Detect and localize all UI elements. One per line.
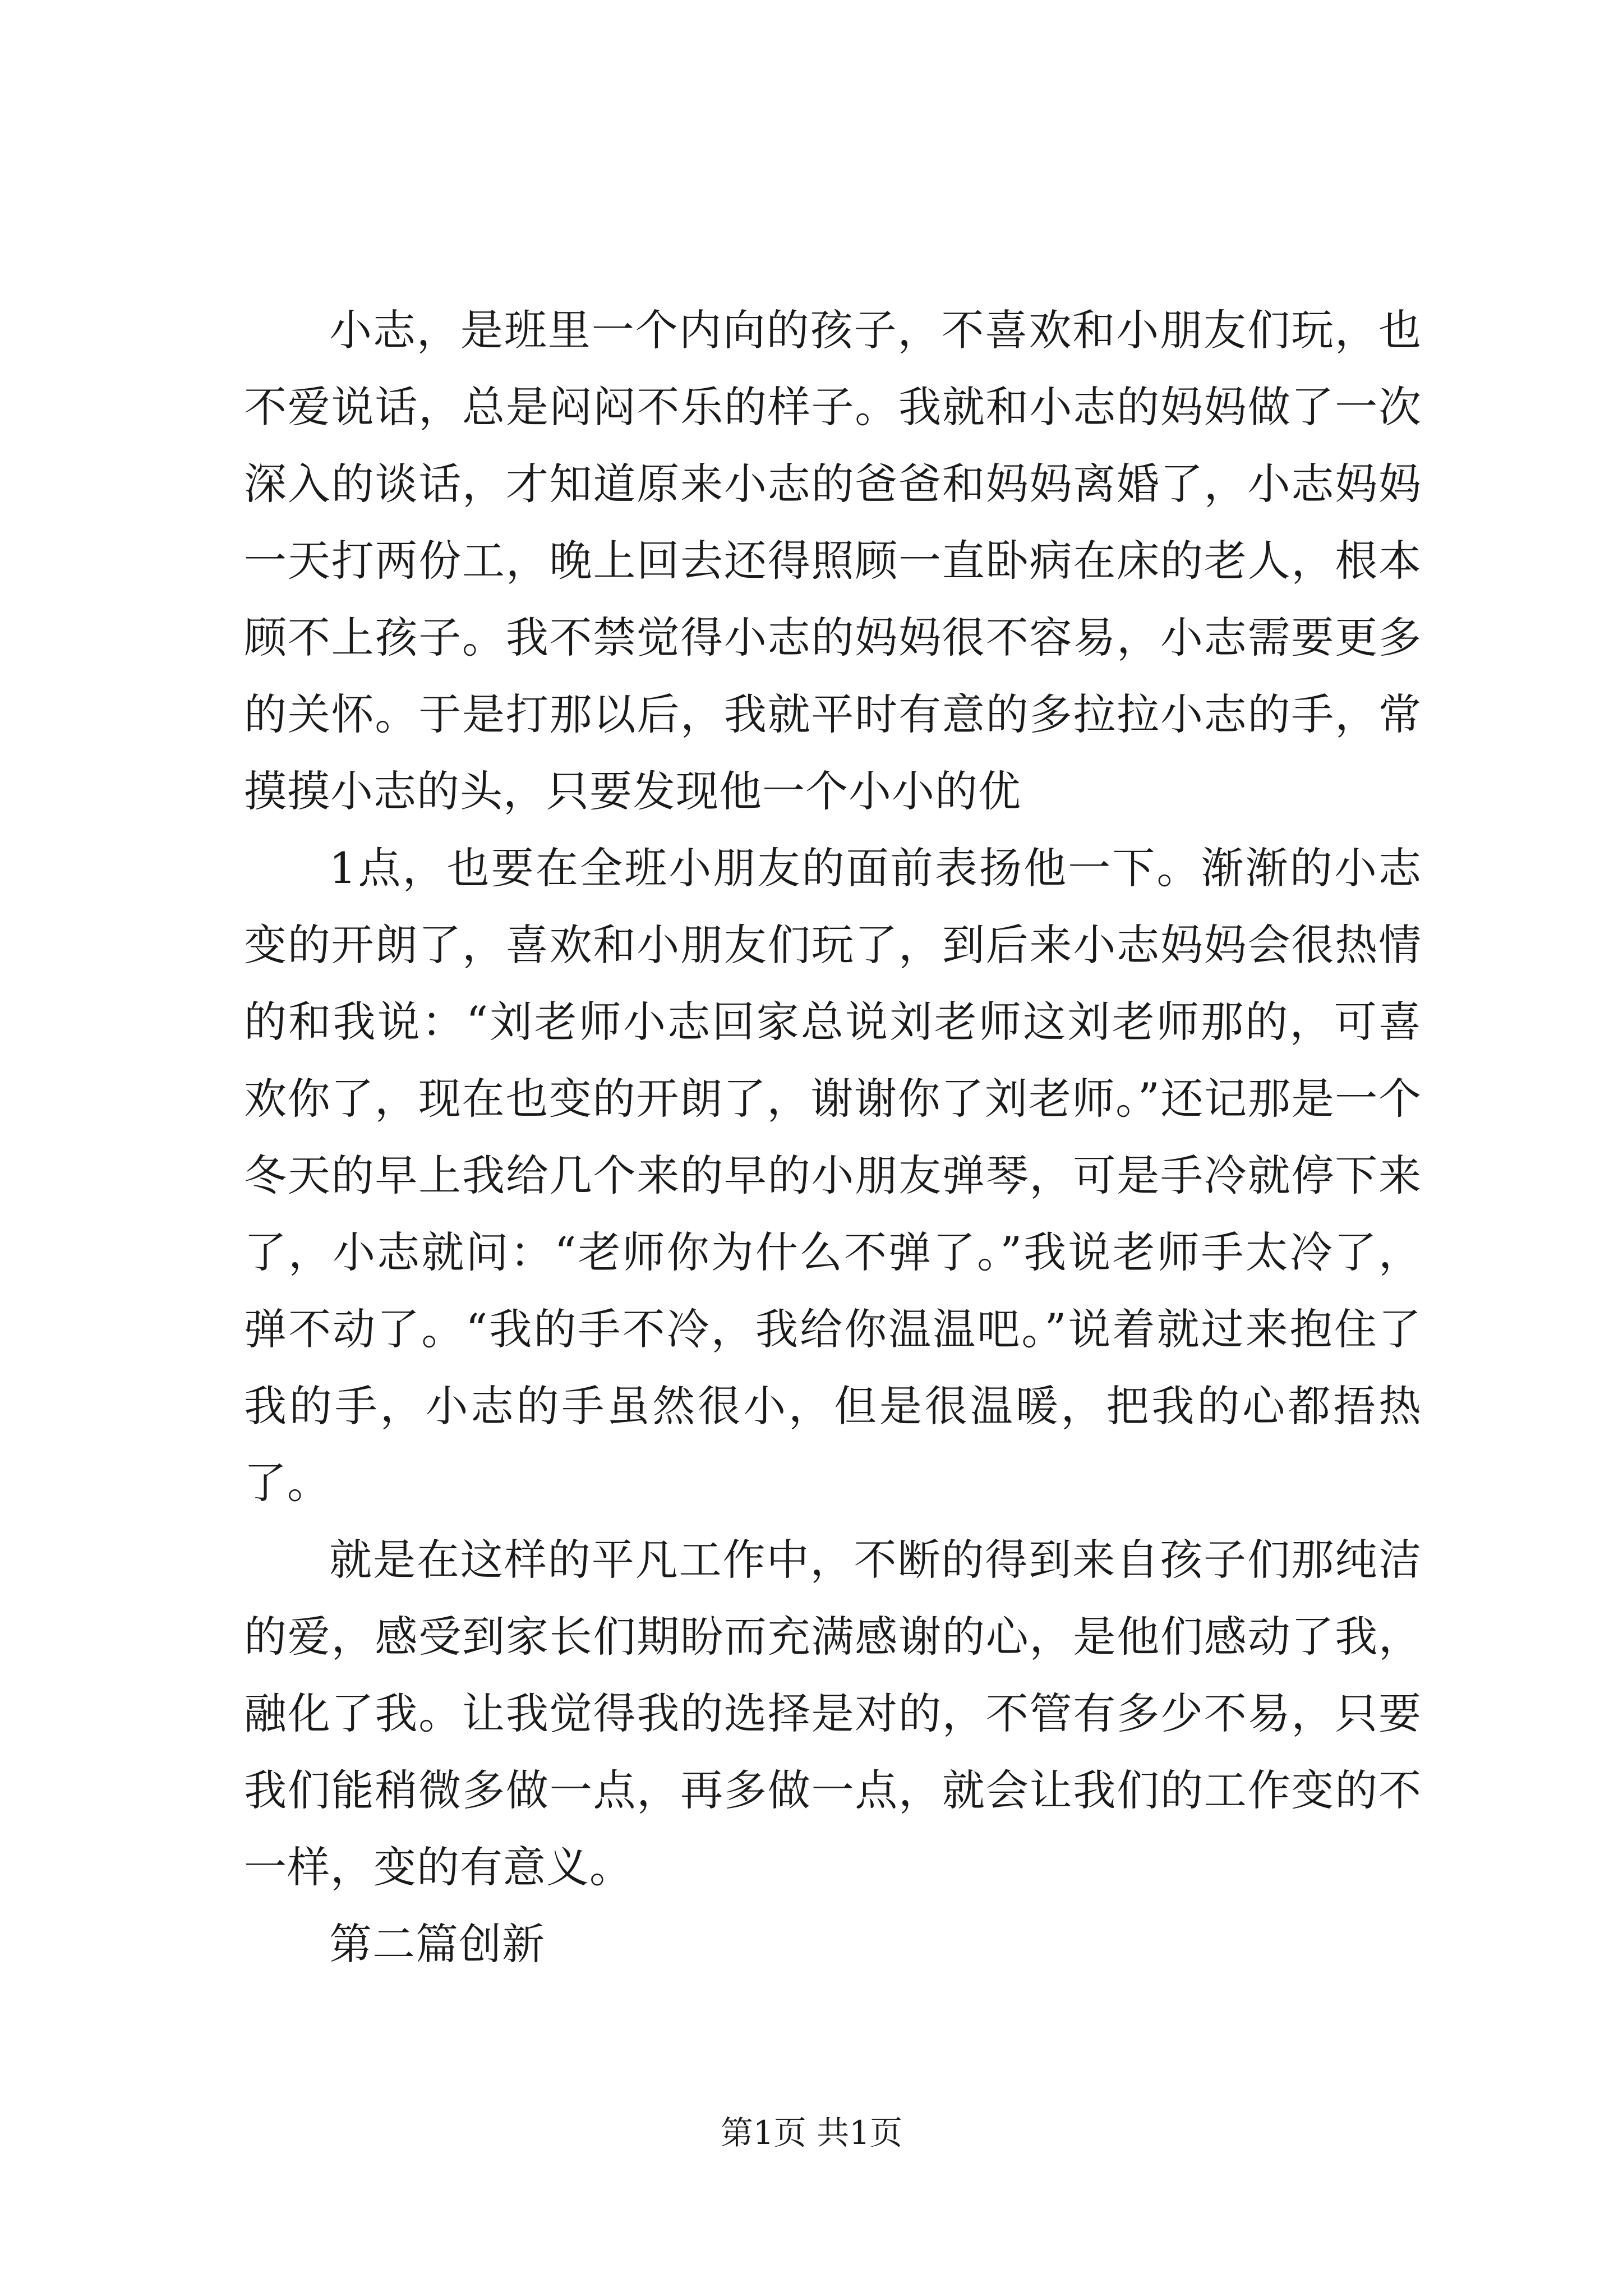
document-body — [244, 292, 1422, 1982]
paragraph-1: 小志，是班里一个内向的孩子，不喜欢和小朋友们玩，也不爱说话，总是闷闷不乐的样子。我就和小志的妈妈做了一次深入的谈话，才知道原来小志的爸爸和妈妈离婚了，小志妈妈一天打两份工，晚上回去还得照顾一直卧病在床的老人，根本顾不上孩子。我不禁觉得小志的妈妈很不容易，小志需要更多的关怀。于是打那以后，我就平时有意的多拉拉小志的手，常摸摸小志的头，只要发现他一个小小的优 — [244, 305, 1422, 816]
paragraph-3: 就是在这样的平凡工作中，不断的得到来自孩子们那纯洁的爱，感受到家长们期盼而充满感谢的心，是他们感动了我，融化了我。让我觉得我的选择是对的，不管有多少不易，只要我们能稍微多做一点，再多做一点，就会让我们的工作变的不一样，变的有意义。 — [244, 1535, 1422, 1892]
paragraph-2: 1点，也要在全班小朋友的面前表扬他一下。渐渐的小志变的开朗了，喜欢和小朋友们玩了，到后来小志妈妈会很热情的和我说：“刘老师小志回家总说刘老师这刘老师那的，可喜欢你了，现在也变的开朗了，谢谢你了刘老师。”还记那是一个冬天的早上我给几个来的早的小朋友弹琴，可是手冷就停下来了，小志就问：“老师你为什么不弹了。”我说老师手太冷了，弹不动了。“我的手不冷，我给你温温吧。”说着就过来抱住了我的手，小志的手虽然很小，但是很温暖，把我的心都捂热了。 — [244, 843, 1422, 1508]
section-heading: 第二篇创新 — [329, 1919, 545, 1969]
page-footer: 第1页 共1页 — [720, 2114, 903, 2152]
